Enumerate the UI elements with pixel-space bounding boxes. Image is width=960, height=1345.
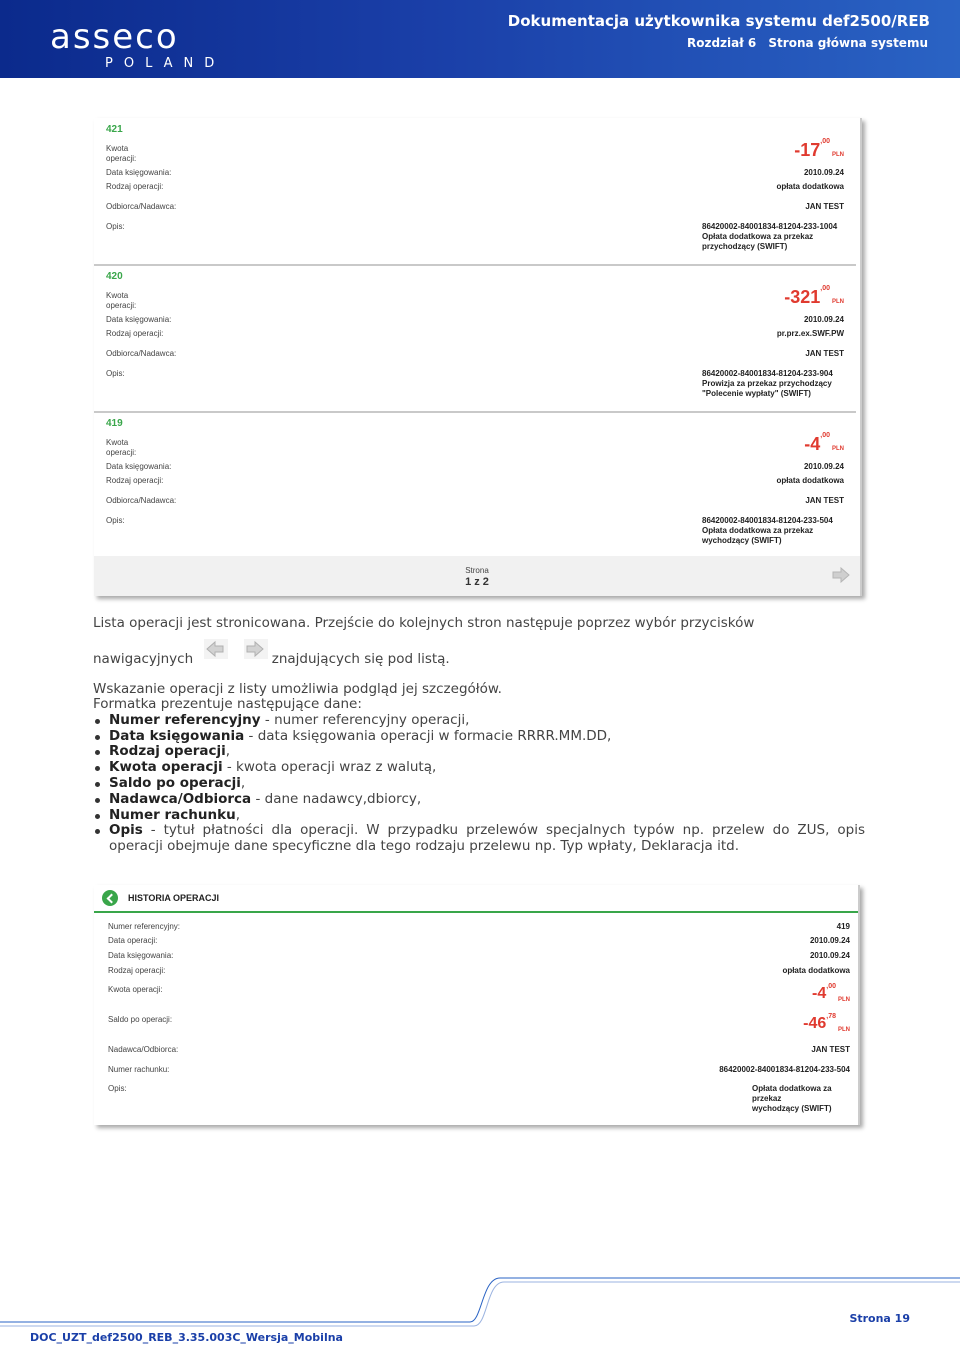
ref-number: 420 [106, 271, 123, 282]
paragraph-pagination: Lista operacji jest stronicowana. Przejście do kolejnych stron następuje poprzez wybór przycisków [93, 615, 755, 631]
chapter-line [679, 36, 928, 50]
description-label: Opis: [108, 1084, 127, 1093]
amount-dec: ,00 [820, 138, 830, 145]
amount-value [812, 985, 850, 1003]
type-label: Rodzaj operacji: [108, 966, 166, 975]
type-value: opłata dodatkowa [776, 182, 844, 191]
type-label: Rodzaj operacji: [106, 329, 164, 338]
list-item: Opis - tytuł płatności dla operacji. W przypadku przelewów specjalnych typów np. przelew do ZUS, opis operacji obejmuje dane specyficzne dla tego rodzaju przelewu np. Typ wpłaty, Deklaracja itd. [109, 822, 865, 855]
amount-int: -4 [812, 985, 827, 1002]
balance-dec: ,78 [826, 1013, 836, 1020]
counterparty-value: JAN TEST [805, 202, 844, 211]
type-label: Rodzaj operacji: [106, 476, 164, 485]
logo-wordmark: asseco [50, 17, 179, 57]
op-date-value: 2010.09.24 [809, 936, 850, 945]
fields-intro: Formatka prezentuje następujące dane: [93, 696, 362, 712]
amount-label: Kwota operacji: [106, 144, 137, 163]
fields-section [93, 697, 865, 855]
booking-date-label: Data księgowania: [106, 315, 172, 324]
type-value: opłata dodatkowa [782, 966, 850, 975]
account-label: Numer rachunku: [108, 1065, 170, 1074]
booking-date-label: Data księgowania: [106, 462, 172, 471]
ref-number: 421 [106, 124, 123, 135]
nav-buttons [197, 648, 267, 670]
footer-decoration [0, 1270, 960, 1330]
list-item: Numer referencyjny - numer referencyjny operacji, [109, 713, 865, 729]
amount-label: Kwota operacji: [106, 438, 137, 457]
desc-line: 86420002-84001834-81204-233-904 [702, 369, 833, 378]
list-item: Rodzaj operacji, [109, 744, 865, 760]
page-header [0, 0, 960, 78]
desc-line: Opłata dodatkowa za przekaz [752, 1084, 832, 1103]
list-item[interactable] [94, 265, 856, 413]
balance-int: -46 [803, 1015, 827, 1032]
type-label: Rodzaj operacji: [106, 182, 164, 191]
prev-arrow-icon [203, 638, 231, 660]
date-value: 2010.09.24 [803, 462, 844, 471]
description-value [702, 516, 862, 546]
ref-number: 419 [106, 418, 123, 429]
pager [94, 556, 860, 596]
counterparty-label: Odbiorca/Nadawca: [106, 496, 177, 505]
desc-line: Opłata dodatkowa za przekaz [702, 526, 814, 535]
chapter-label: Rozdział 6 [686, 36, 757, 50]
description-label: Opis: [106, 516, 125, 525]
ref-label: Numer referencyjny: [108, 922, 181, 931]
pager-value: 1 z 2 [465, 576, 489, 588]
paragraph-nav [93, 648, 865, 670]
currency: PLN [832, 446, 844, 452]
ref-value: 419 [836, 922, 850, 931]
amount-dec: ,00 [826, 983, 836, 990]
list-item: Nadawca/Odbiorca - dane nadawcy,dbiorcy, [109, 792, 865, 808]
balance-value [803, 1015, 850, 1033]
list-item: Saldo po operacji, [109, 776, 865, 792]
logo-subtitle: POLAND [105, 56, 226, 71]
counterparty-value: JAN TEST [805, 496, 844, 505]
asseco-logo [50, 17, 226, 71]
list-item: Data księgowania - data księgowania operacji w formacie RRRR.MM.DD, [109, 729, 865, 745]
description-value [702, 369, 862, 399]
pager-label: Strona [465, 566, 489, 575]
amount-value [794, 140, 844, 161]
counterparty-value: JAN TEST [811, 1045, 850, 1054]
desc-line: wychodzący (SWIFT) [702, 536, 782, 545]
date-value: 2010.09.24 [803, 168, 844, 177]
currency: PLN [832, 299, 844, 305]
amount-int: -321 [784, 287, 821, 307]
type-value: opłata dodatkowa [776, 476, 844, 485]
op-date-label: Data operacji: [108, 936, 158, 945]
desc-line: "Polecenie wypłaty" (SWIFT) [702, 389, 811, 398]
operation-details-screenshot [94, 885, 860, 1125]
desc-line: wychodzący (SWIFT) [752, 1104, 832, 1113]
amount-value [784, 287, 844, 308]
counterparty-label: Odbiorca/Nadawca: [106, 349, 177, 358]
document-id: DOC_UZT_def2500_REB_3.35.003C_Wersja_Mobilna [30, 1331, 343, 1344]
type-value: pr.prz.ex.SWF.PW [776, 329, 844, 338]
screen-title: HISTORIA OPERACJI [128, 893, 220, 903]
amount-dec: ,00 [820, 285, 830, 292]
currency: PLN [832, 152, 844, 158]
list-item: Numer rachunku, [109, 808, 865, 824]
paragraph-details: Wskazanie operacji z listy umożliwia podgląd jej szczegółów. [93, 681, 502, 697]
section-label: Strona główna systemu [768, 36, 928, 50]
description-label: Opis: [106, 222, 125, 231]
booking-date-label: Data księgowania: [106, 168, 172, 177]
list-item[interactable] [94, 118, 856, 266]
list-item: Kwota operacji - kwota operacji wraz z walutą, [109, 760, 865, 776]
title-bar [94, 885, 858, 913]
next-page-icon[interactable] [832, 567, 850, 583]
desc-line: 86420002-84001834-81204-233-1004 [702, 222, 838, 231]
currency: PLN [838, 997, 850, 1003]
back-icon[interactable] [102, 890, 118, 906]
document-title: Dokumentacja użytkownika systemu def2500/REB [507, 12, 930, 30]
description-label: Opis: [106, 369, 125, 378]
desc-line: Opłata dodatkowa za przekaz [702, 232, 814, 241]
nav-text: nawigacyjnych [93, 651, 194, 667]
booking-date-label: Data księgowania: [108, 951, 174, 960]
desc-line: przychodzący (SWIFT) [702, 242, 788, 251]
date-value: 2010.09.24 [803, 315, 844, 324]
amount-dec: ,00 [820, 432, 830, 439]
amount-int: -4 [804, 434, 821, 454]
amount-value [804, 434, 844, 455]
counterparty-value: JAN TEST [805, 349, 844, 358]
operations-list-screenshot [94, 118, 862, 596]
desc-line: 86420002-84001834-81204-233-504 [702, 516, 833, 525]
amount-label: Kwota operacji: [108, 985, 163, 994]
desc-line: Prowizja za przekaz przychodzący [702, 379, 832, 388]
description-value [702, 222, 862, 252]
amount-label: Kwota operacji: [106, 291, 137, 310]
balance-label: Saldo po operacji: [108, 1015, 173, 1024]
amount-int: -17 [794, 140, 821, 160]
counterparty-label: Odbiorca/Nadawca: [106, 202, 177, 211]
description-value [752, 1084, 858, 1114]
nav-text-end: znajdujących się pod listą. [271, 651, 450, 667]
list-item[interactable] [94, 412, 856, 560]
booking-date-value: 2010.09.24 [809, 951, 850, 960]
account-value: 86420002-84001834-81204-233-504 [719, 1065, 850, 1074]
next-arrow-icon [243, 638, 271, 660]
fields-list [93, 713, 865, 855]
currency: PLN [838, 1027, 850, 1033]
counterparty-label: Nadawca/Odbiorca: [108, 1045, 179, 1054]
page-number: Strona 19 [849, 1312, 910, 1325]
